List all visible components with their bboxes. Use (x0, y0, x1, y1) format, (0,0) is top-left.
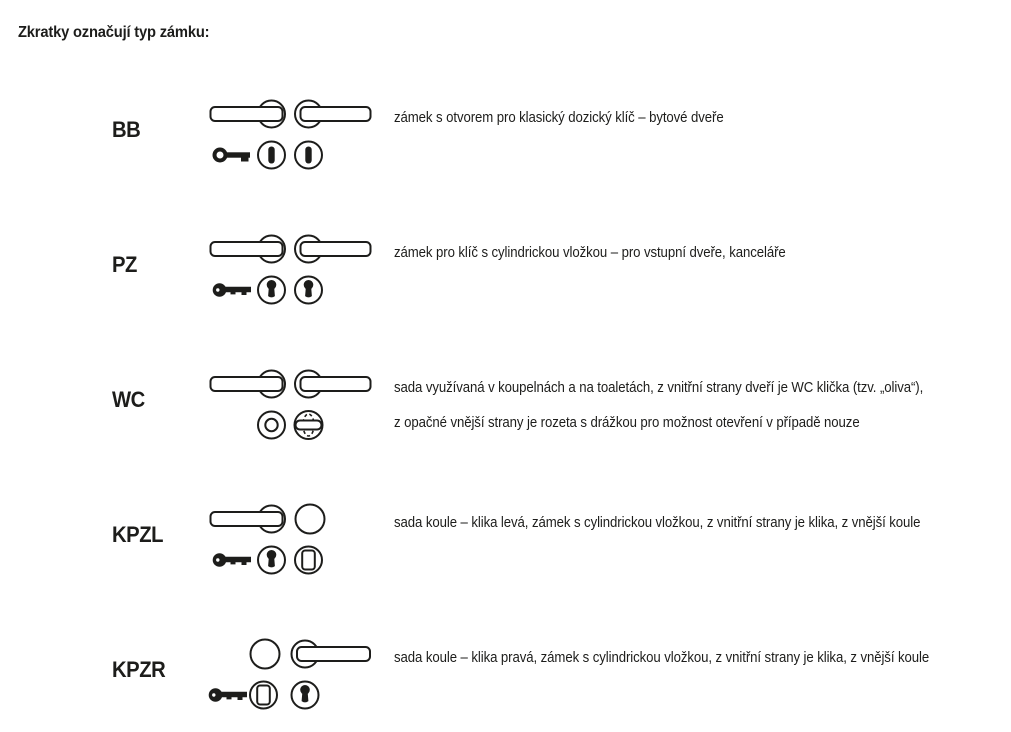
lock-code-label: PZ (112, 252, 137, 277)
lever-handle-left-icon (211, 236, 286, 263)
description-line: z opačné vnější strany je rozeta s drážkou pro možnost otevření v případě nouze (394, 414, 860, 431)
description-line: zámek pro klíč s cylindrickou vložkou – pro vstupní dveře, kanceláře (394, 244, 786, 261)
cylinder-key-icon (209, 688, 247, 702)
lever-handle-right-icon (295, 101, 371, 128)
door-knob-icon (296, 505, 325, 534)
keyhole-rosette-pz-icon (292, 682, 319, 709)
lock-description (394, 640, 929, 675)
blind-rosette-icon (295, 547, 322, 574)
description-line: sada koule – klika pravá, zámek s cylindrickou vložkou, z vnitřní strany je klika, z vnější koule (394, 649, 930, 666)
keyhole-rosette-pz-icon (295, 277, 322, 304)
lock-type-row-kpzl (0, 503, 1011, 578)
blind-rosette-icon (250, 682, 277, 709)
slotted-rosette-icon (258, 412, 285, 439)
lock-code-label: KPZR (112, 657, 166, 682)
keyhole-rosette-bb-icon (295, 142, 322, 169)
lock-type-row-wc (0, 368, 1011, 443)
wc-thumbturn-rosette-icon (295, 411, 323, 439)
lever-handle-left-icon (211, 101, 286, 128)
lock-description (394, 370, 923, 440)
door-knob-icon (251, 640, 280, 669)
lever-handle-left-icon (211, 506, 286, 533)
lever-handle-right-icon (292, 641, 371, 668)
cylinder-key-icon (213, 283, 251, 297)
lock-type-row-bb (0, 98, 1011, 173)
pz-hardware-icon (207, 233, 372, 308)
keyhole-rosette-pz-icon (258, 547, 285, 574)
lever-handle-right-icon (295, 371, 371, 398)
lock-description (394, 505, 920, 540)
bb-hardware-icon (207, 98, 372, 173)
page-title: Zkratky označují typ zámku: (18, 24, 210, 41)
bit-key-icon (215, 150, 251, 162)
lock-type-row-pz (0, 233, 1011, 308)
lock-description (394, 100, 724, 135)
description-line: sada koule – klika levá, zámek s cylindrickou vložkou, z vnitřní strany je klika, z vnější koule (394, 514, 921, 531)
lock-type-row-kpzr (0, 638, 1011, 713)
keyhole-rosette-bb-icon (258, 142, 285, 169)
lock-code-label: BB (112, 117, 141, 142)
wc-hardware-icon (207, 368, 372, 443)
lever-handle-right-icon (295, 236, 371, 263)
lock-code-label: WC (112, 387, 145, 412)
keyhole-rosette-pz-icon (258, 277, 285, 304)
kpzr-hardware-icon (207, 638, 372, 713)
kpzl-hardware-icon (207, 503, 372, 578)
cylinder-key-icon (213, 553, 251, 567)
lock-description (394, 235, 786, 270)
description-line: zámek s otvorem pro klasický dozický klíč – bytové dveře (394, 109, 724, 126)
lock-code-label: KPZL (112, 522, 164, 547)
description-line: sada využívaná v koupelnách a na toaletách, z vnitřní strany dveří je WC klička (tzv. „oliva“), (394, 379, 924, 396)
lever-handle-left-icon (211, 371, 286, 398)
